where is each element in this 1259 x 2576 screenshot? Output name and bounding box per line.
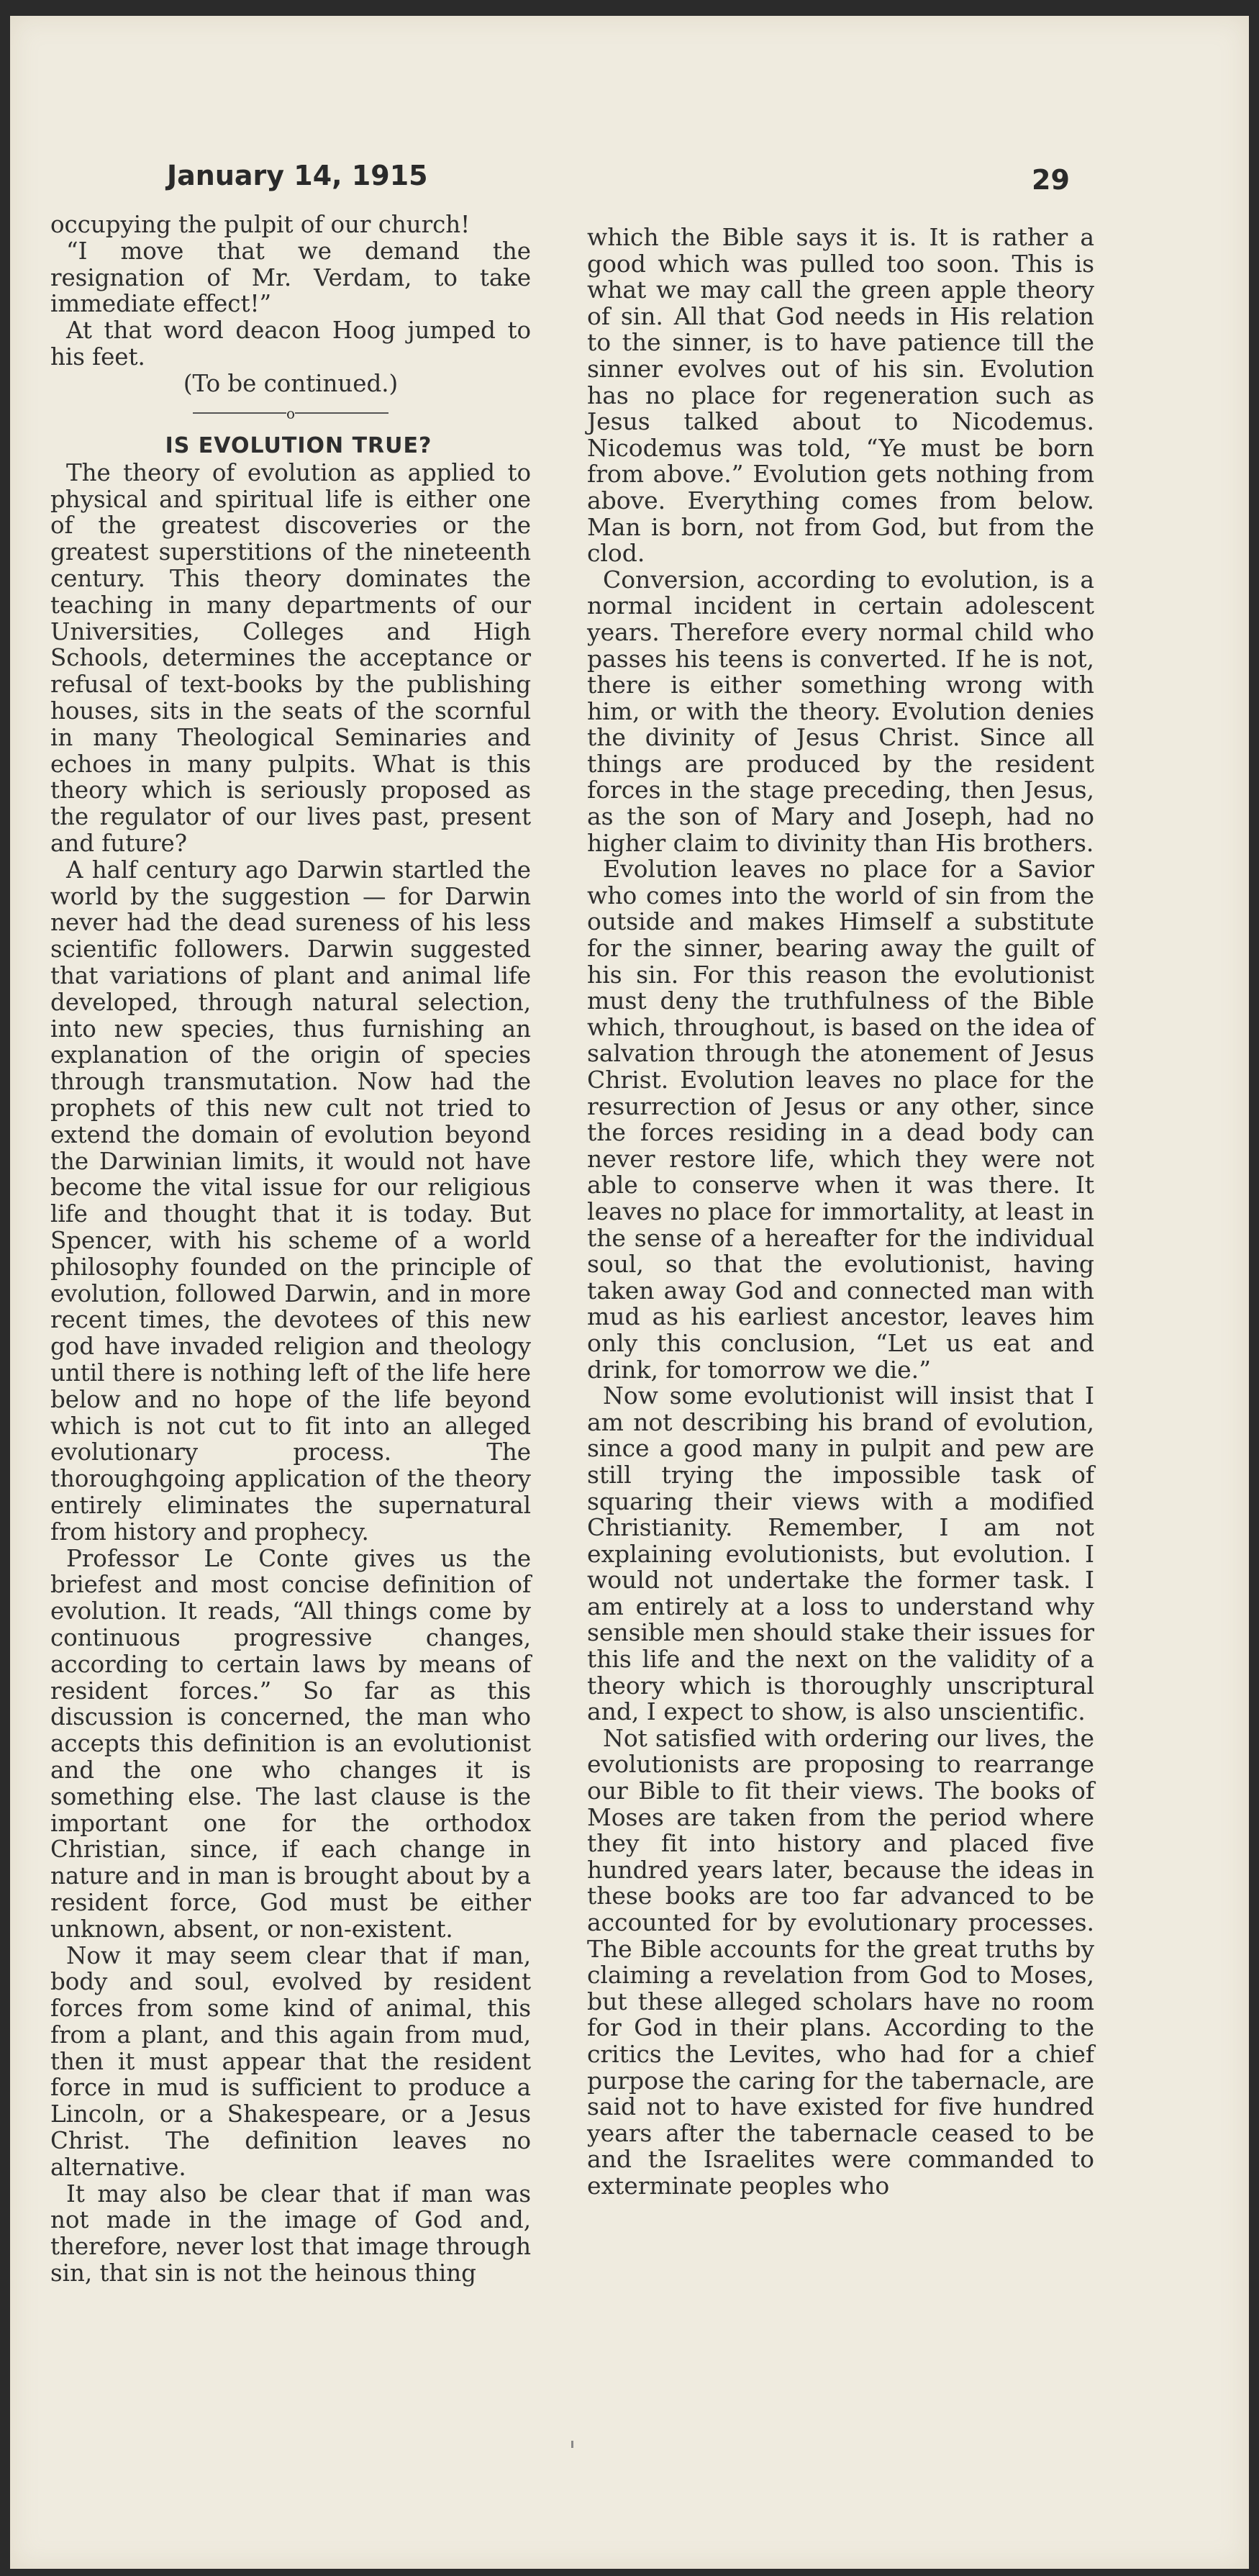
page-number: 29 — [1032, 164, 1070, 196]
paragraph: Conversion, according to evolution, is a normal incident in certain adolescent years. Therefore every normal child who passes his teens is converted. If he is not, there is either something wrong with him, or with the theory. Evolution denies the divinity of Jesus Christ. Since all things are produced by the resident forces in the stage preceding, then Jesus, as the son of Mary and Joseph, had no higher claim to divinity than His brothers. — [587, 565, 1094, 857]
left-column — [50, 212, 531, 2287]
paragraph: which the Bible says it is. It is rather a good which was pulled too soon. This is what we may call the green apple theory of sin. All that God needs in His relation to the sinner, is to have patience till the sinner evolves out of his sin. Evolution has no place for regeneration such as Jesus talked about to Nicodemus. Nicodemus was told, “Ye must be born from above.” Evolution gets nothing from above. Everything comes from below. Man is born, not from God, but from the clod. — [587, 223, 1094, 568]
print-mark — [571, 2441, 573, 2448]
document-page — [10, 16, 1249, 2569]
paragraph: occupying the pulpit of our church! — [50, 211, 471, 238]
paragraph: It may also be clear that if man was not made in the image of God and, therefore, never lost that image through sin, that sin is not the heinous thing — [50, 2180, 531, 2287]
paragraph: Professor Le Conte gives us the briefest and most concise definition of evolution. It reads, “All things come by continuous progressive changes, according to certain laws by means of resident forces.” So far as this discussion is concerned, the man who accepts this definition is an evolutionist and the one who changes it is something else. The last clause is the important one for the orthodox Christian, since, if each change in nature and in man is brought about by a resident force, God must be either unknown, absent, or non-existent. — [50, 1544, 531, 1943]
paragraph: Now it may seem clear that if man, body and soul, evolved by resident forces from some kind of animal, this from a plant, and this again from mud, then it must appear that the resident force in mud is sufficient to produce a Lincoln, or a Shakespeare, or a Jesus Christ. The definition leaves no alternative. — [50, 1941, 531, 2181]
to-be-continued: (To be continued.) — [183, 369, 399, 397]
paragraph: Now some evolutionist will insist that I am not describing his brand of evolution, since a good many in pulpit and pew are still trying the impossible task of squaring their views with a modified Christianity. Remember, I am not explaining evolutionists, but evolution. I would not undertake the former task. I am entirely at a loss to understand why sensible men should stake their issues for this life and the next on the validity of a theory which is thoroughly unscriptural and, I expect to show, is also unscientific. — [587, 1382, 1094, 1726]
paragraph: Evolution leaves no place for a Savior who comes into the world of sin from the outside and makes Himself a substitute for the sinner, bearing away the guilt of his sin. For this reason the evolutionist must deny the truthfulness of the Bible which, throughout, is based on the idea of salvation through the atonement of Jesus Christ. Evolution leaves no place for the resurrection of Jesus or any other, since the forces residing in a dead body can never restore life, which they were not able to conserve when it was there. It leaves no place for immortality, at least in the sense of a hereafter for the individual soul, so that the evolutionist, having taken away God and connected man with mud as his earliest ancestor, leaves him only this conclusion, “Let us eat and drink, for tomorrow we die.” — [587, 855, 1094, 1384]
paragraph: The theory of evolution as applied to physical and spiritual life is either one of the greatest discoveries or the greatest superstitions of the nineteenth century. This theory dominates the teaching in many departments of our Universities, Colleges and High Schools, determines the acceptance or refusal of text-books by the publishing houses, sits in the seats of the scornful in many Theological Seminaries and echoes in many pulpits. What is this theory which is seriously proposed as the regulator of our lives past, present and future? — [50, 458, 531, 858]
paragraph: “I move that we demand the resignation of Mr. Verdam, to take immediate effect!” — [50, 237, 531, 318]
paragraph: At that word deacon Hoog jumped to his feet. — [50, 317, 531, 371]
paragraph: Not satisfied with ordering our lives, the evolutionists are proposing to rearrange our Bible to fit their views. The books of Moses are taken from the period where they fit into history and placed five hundred years later, because the ideas in these books are too far advanced to be accounted for by evolutionary processes. The Bible accounts for the great truths by claiming a revelation from God to Moses, but these alleged scholars have no room for God in their plans. According to the critics the Levites, who had for a chief purpose the caring for the tabernacle, are said not to have existed for five hundred years after the tabernacle ceased to be and the Israelites were commanded to exterminate peoples who — [587, 1723, 1094, 2200]
page-header — [10, 153, 1249, 203]
right-column — [587, 225, 1094, 2200]
article-title: IS EVOLUTION TRUE? — [165, 433, 432, 459]
divider-mark: o — [286, 404, 295, 422]
issue-date: January 14, 1915 — [167, 160, 428, 191]
paragraph: A half century ago Darwin startled the world by the suggestion — for Darwin never had the dead sureness of his less scientific followers. Darwin suggested that variations of plant and animal life developed, through natural selection, into new species, thus furnishing an explanation of the origin of species through transmutation. Now had the prophets of this new cult not tried to extend the domain of evolution beyond the Darwinian limits, it would not have become the vital issue for our religious life and thought that it is today. But Spencer, with his scheme of a world philosophy founded on the principle of evolution, followed Darwin, and in more recent times, the devotees of this new god have invaded religion and theology until there is nothing left of the life here below and no hope of the life beyond which is not cut to fit into an alleged evolutionary process. The thoroughgoing application of the theory entirely eliminates the supernatural from history and prophecy. — [50, 856, 531, 1546]
section-divider — [50, 404, 531, 421]
